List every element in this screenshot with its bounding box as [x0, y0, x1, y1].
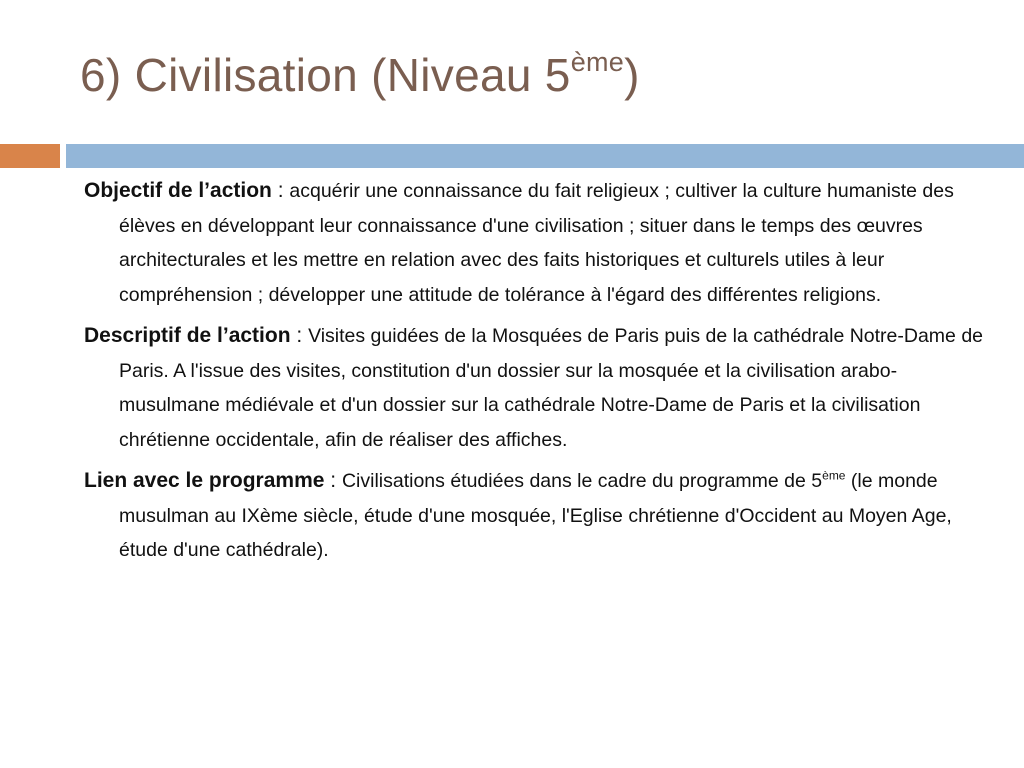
slide-body [84, 174, 984, 575]
section-descriptif-label: Descriptif de l’action [84, 324, 291, 347]
accent-bar-orange [0, 144, 60, 168]
slide-title-main: 6) Civilisation (Niveau 5 [80, 49, 571, 101]
section-lien-text-after: (le monde musulman au IXème siècle, étude d'une mosquée, l'Eglise chrétienne d'Occident au Moyen Age, étude d'une cathédrale). [119, 470, 952, 561]
section-objectif-label: Objectif de l’action [84, 179, 272, 202]
section-lien-label: Lien avec le programme [84, 469, 325, 492]
section-objectif [84, 174, 984, 312]
section-objectif-text: acquérir une connaissance du fait religieux ; cultiver la culture humaniste des élèves en développant leur connaissance d'une civilisation ; situer dans le temps des œuvres architecturales et les mettre en relation avec des faits historiques et culturels utiles à leur compréhension ; développer une attitude de tolérance à l'égard des différentes religions. [119, 180, 954, 306]
section-lien-text-before: Civilisations étudiées dans le cadre du programme de 5 [341, 470, 823, 492]
section-objectif-separator: : [271, 179, 290, 202]
section-lien-superscript: ème [822, 468, 846, 483]
accent-bar-blue [66, 144, 1024, 168]
section-lien-separator: : [324, 469, 342, 492]
slide-title-superscript: ème [570, 46, 625, 77]
slide-title [80, 48, 640, 102]
slide-title-end: ) [624, 49, 640, 101]
section-descriptif [84, 319, 984, 457]
section-descriptif-separator: : [290, 324, 309, 347]
section-lien-programme [84, 464, 984, 568]
section-descriptif-text: Visites guidées de la Mosquées de Paris puis de la cathédrale Notre-Dame de Paris. A l'issue des visites, constitution d'un dossier sur la mosquée et la civilisation arabo-musulmane médiévale et d'un dossier sur la cathédrale Notre-Dame de Paris et la civilisation chrétienne occidentale, afin de réaliser des affiches. [119, 325, 984, 451]
